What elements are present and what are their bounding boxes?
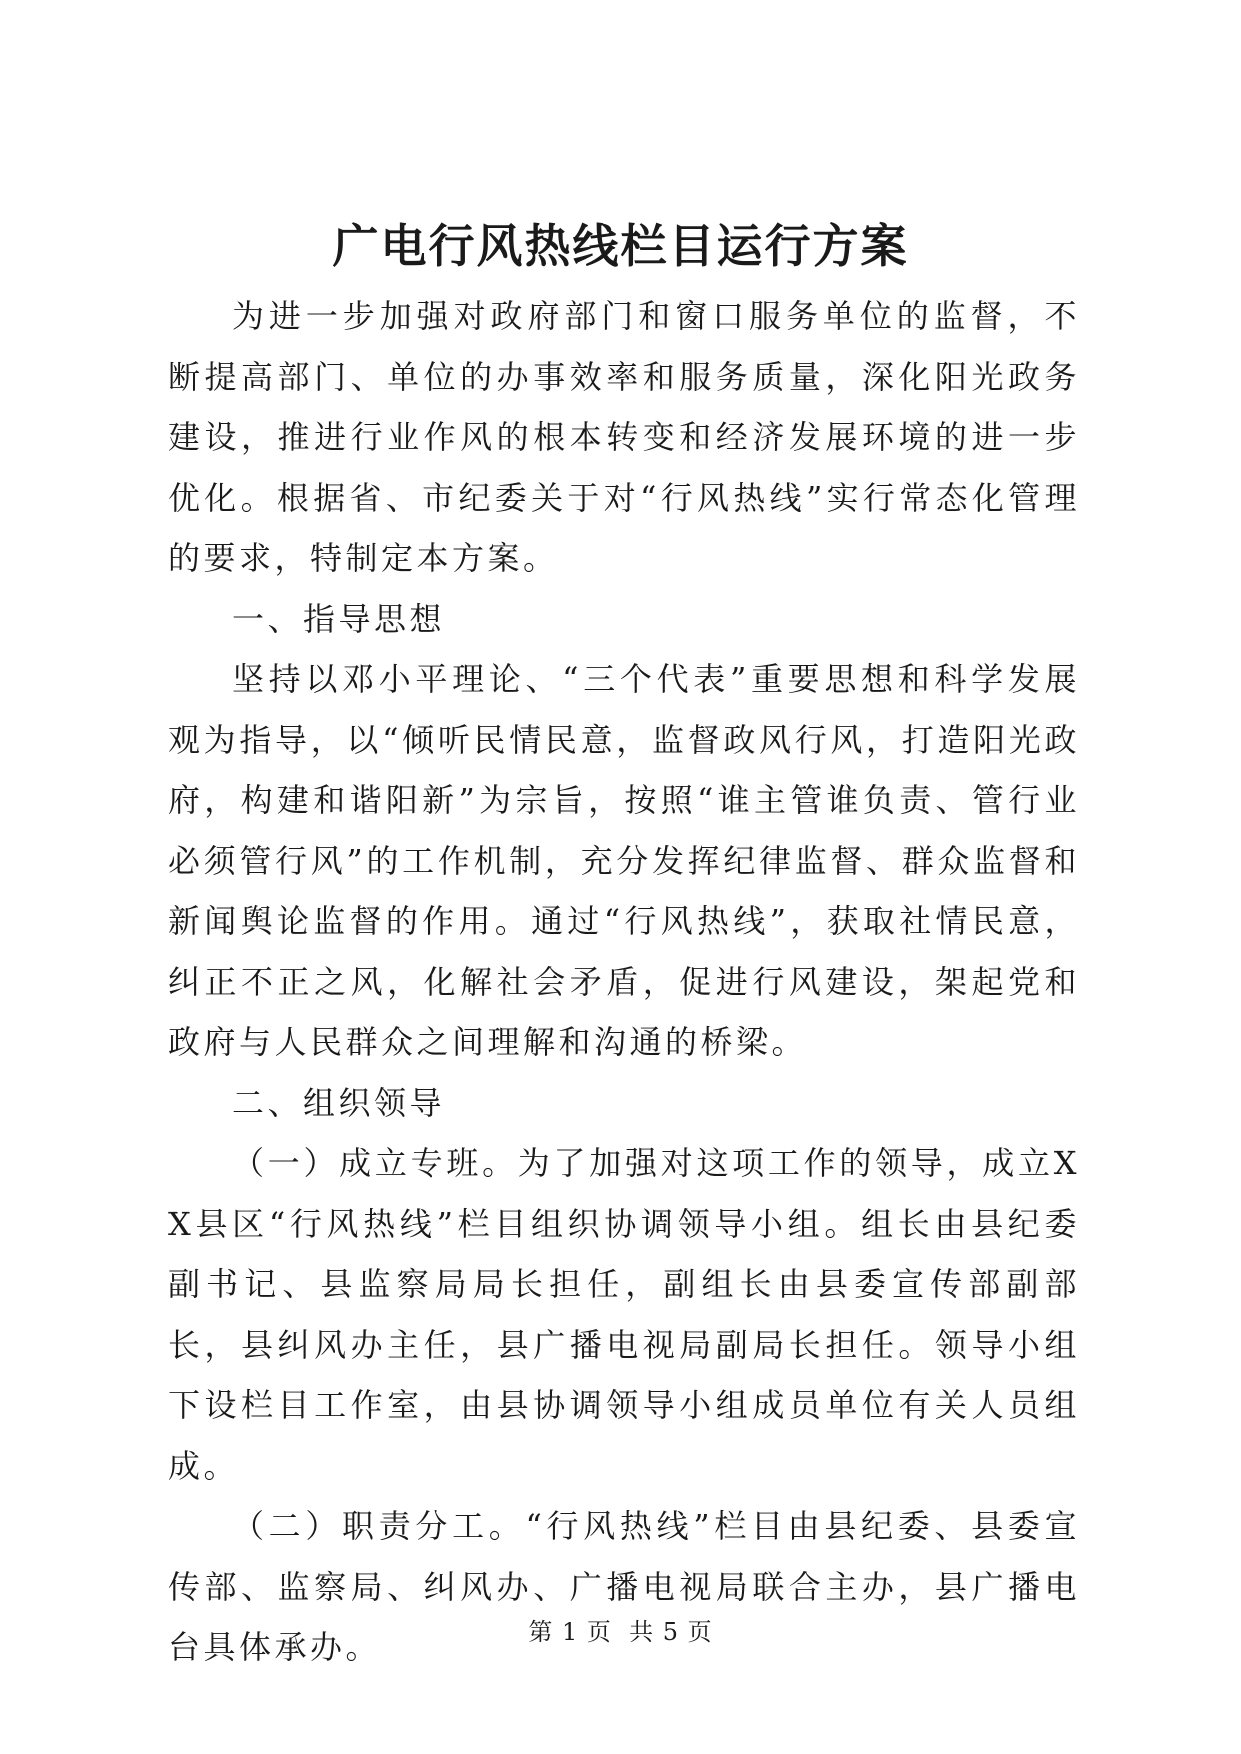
paragraph-intro: 为进一步加强对政府部门和窗口服务单位的监督，不断提高部门、单位的办事效率和服务质量，深化阳光政务建设，推进行业作风的根本转变和经济发展环境的进一步优化。根据省、市纪委关于对“行风热线”实行常态化管理的要求，特制定本方案。 xyxy=(168,297,1080,577)
section-heading-organization: 二、组织领导 xyxy=(232,1083,446,1122)
page-footer xyxy=(0,1612,1241,1647)
paragraph-responsibilities: （二）职责分工。“行风热线”栏目由县纪委、县委宣传部、监察局、纠风办、广播电视局联合主办，县广播电台具体承办。 xyxy=(168,1507,1080,1666)
document-title: 广电行风热线栏目运行方案 xyxy=(332,219,909,273)
paragraph-establish-team: （一）成立专班。为了加强对这项工作的领导，成立XX县区“行风热线”栏目组织协调领导小组。组长由县纪委副书记、县监察局局长担任，副组长由县委宣传部副部长，县纠风办主任，县广播电视局副局长担任。领导小组下设栏目工作室，由县协调领导小组成员单位有关人员组成。 xyxy=(168,1144,1080,1485)
paragraph-guiding-ideology: 坚持以邓小平理论、“三个代表”重要思想和科学发展观为指导，以“倾听民情民意，监督政风行风，打造阳光政府，构建和谐阳新”为宗旨，按照“谁主管谁负责、管行业必须管行风”的工作机制，充分发挥纪律监督、群众监督和新闻舆论监督的作用。通过“行风热线”，获取社情民意，纠正不正之风，化解社会矛盾，促进行风建设，架起党和政府与人民群众之间理解和沟通的桥梁。 xyxy=(168,660,1080,1061)
section-heading-guiding-ideology: 一、指导思想 xyxy=(232,599,446,638)
document-body xyxy=(168,286,1080,1678)
page-number: 第 1 页 共 5 页 xyxy=(528,1618,713,1646)
